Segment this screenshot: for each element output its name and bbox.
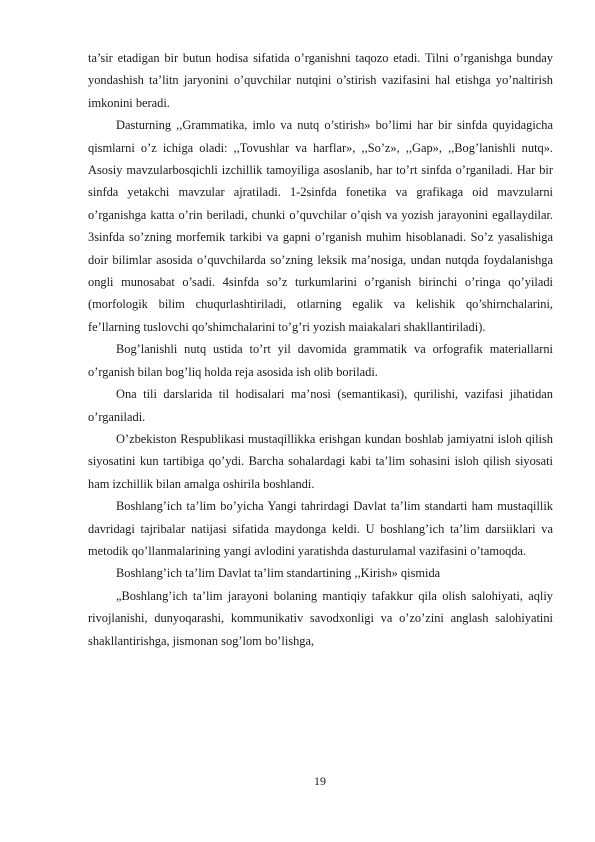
paragraph-3: Bog’lanishli nutq ustida to’rt yil davomida grammatik va orfografik materiallarni o’rganish bilan bog’liq holda reja asosida ish olib boriladi. — [88, 342, 553, 379]
paragraph-1: ta’sir etadigan bir butun hodisa sifatida o’rganishni taqozo etadi. Tilni o’rganishga bunday yondashish ta’litn jaryonini o’quvchilar nutqini o’stirish vazifasini hal etishga yo’naltirish imkonini beradi. — [88, 51, 553, 110]
paragraph-7: Boshlang’ich ta’lim Davlat ta’lim standartining ,,Kirish» qismida — [116, 566, 441, 581]
page-number: 19 — [314, 774, 326, 788]
paragraph-5: O’zbekiston Respublikasi mustaqillikka erishgan kundan boshlab jamiyatni isloh qilish siyosatini kun tartibiga qo’ydi. Barcha sohalardagi kabi ta’lim sohasini isloh qilish siyosati ham izchillik bilan amalga oshirila boshlandi. — [88, 431, 553, 491]
paragraph-4: Ona tili darslarida til hodisalari ma’nosi (semantikasi), qurilishi, vazifasi jihatidan o’rganiladi. — [88, 387, 553, 424]
body-text — [88, 47, 553, 652]
paragraph-8: „Boshlang’ich ta’lim jarayoni bolaning mantiqiy tafakkur qila olish salohiyati, aqliy rivojlanishi, dunyoqarashi, kommunikativ savodxonligi va o’zo’zini anglash salohiyatini shakllantirishga, jismonan sog’lom bo’lishga, — [88, 588, 553, 648]
paragraph-6: Boshlang’ich ta’lim bo’yicha Yangi tahrirdagi Davlat ta’lim standarti ham mustaqillik davridagi tajribalar natijasi sifatida maydonga keldi. U boshlang’ich ta’lim darsiiklari va metodik qo’llanmalarining yangi avlodini yaratishda dasturulamal vazifasini o’tamoqda. — [88, 499, 553, 558]
paragraph-2: Dasturning ,,Grammatika, imlo va nutq o’stirish» bo’limi har bir sinfda quyidagicha qismlarni o’z ichiga oladi: ,,Tovushlar va harflar», ,,So’z», ,,Gap», ,,Bog’lanishli nutq». Asosiy mavzularbosqichli izchillik tamoyiliga asoslanib, har to’rt sinfda o’rganiladi. Har bir sinfda yetakchi mavzular ajratiladi. 1-2sinfda fonetika va grafikaga oid mavzularni o’rganishga katta o’rin beriladi, chunki o’quvchilar o’qish va yozish jarayonini egallaydilar. 3sinfda so’zning morfemik tarkibi va gapni o’rganish muhim hisoblanadi. So’z yasalishiga doir bilimlar asosida o’quvchilarda so’zning leksik ma’nosiga, undan nutqda foydalanishga ongli munosabat o’sadi. 4sinfda so’z turkumlarini o’rganish birinchi o’ringa qo’yiladi (morfologik bilim chuqurlashtiriladi, otlarning egalik va kelishik qo’shirnchalarini, fe’llarning tuslovchi qo’shimchalarini to’g’ri yozish maiakalari shakllantiriladi). — [88, 118, 553, 334]
